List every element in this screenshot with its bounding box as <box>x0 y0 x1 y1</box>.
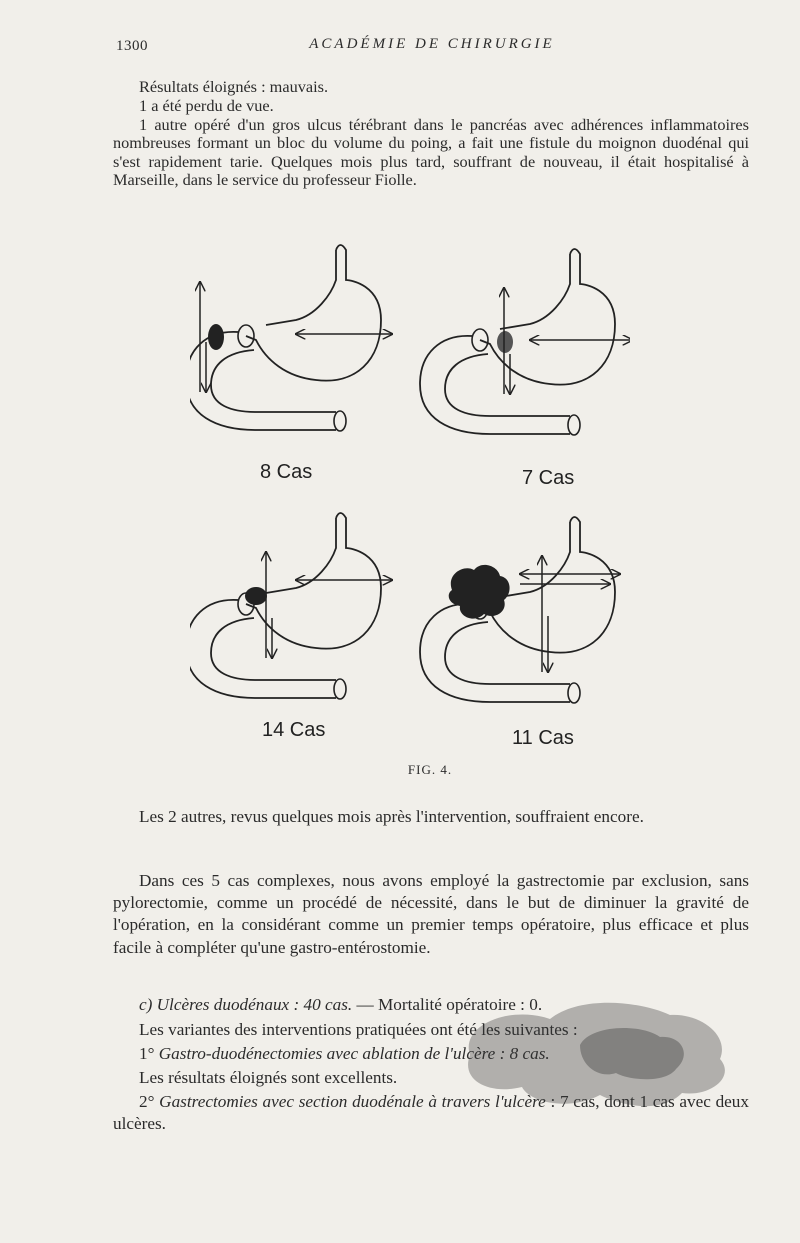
section-heading: c) Ulcères duodénaux : 40 cas. <box>139 995 353 1014</box>
ulcer-mark-2 <box>497 331 513 353</box>
panel-label-4: 11 Cas <box>512 727 574 746</box>
paragraph-complex-cases: Dans ces 5 cas complexes, nous avons employé la gastrectomie par exclusion, sans pylorectomie, comme un procédé de nécessité, dans le but de diminuer la gravité de l'opération, en la considérant comme un premier temps opératoire, plus efficace et plus facile à compléter qu'une gastro-entérostomie. <box>113 871 749 957</box>
list-number-2: 2° <box>139 1092 160 1111</box>
panel-label-3: 14 Cas <box>262 719 326 741</box>
ulcer-mark-1 <box>208 324 224 350</box>
figure-4 <box>190 236 630 746</box>
diagram-panel-3 <box>190 513 392 699</box>
page-header <box>116 34 748 58</box>
paragraph-two-others: Les 2 autres, revus quelques mois après l'intervention, souffraient encore. <box>139 807 644 826</box>
paragraph-results: Résultats éloignés : mauvais. <box>139 77 329 96</box>
stomach-diagrams <box>190 236 630 746</box>
figure-caption: FIG. 4. <box>407 762 453 777</box>
paragraph-variants: Les variantes des interventions pratiquées ont été les suivantes : <box>139 1020 578 1039</box>
section-mortality: — Mortalité opératoire : 0. <box>352 995 543 1014</box>
paragraph-excellent: Les résultats éloignés sont excellents. <box>139 1068 398 1087</box>
paragraph-other-case: 1 autre opéré d'un gros ulcus térébrant dans le pancréas avec adhérences inflammatoires nombreuses formant un bloc du volume du poing, a fait une fistule du moignon duodénal qui s'est rapidement tarie. Quelques mois plus tard, souffrant de nouveau, il était hospitalisé à Marseille, dans le service du professeur Fiolle. <box>113 115 749 190</box>
list-number-1: 1° <box>139 1044 159 1063</box>
ulcer-mark-4 <box>449 565 510 619</box>
panel-label-2: 7 Cas <box>522 467 575 489</box>
paragraph-lost: 1 a été perdu de vue. <box>139 96 274 115</box>
running-title: ACADÉMIE DE CHIRURGIE <box>309 36 555 52</box>
list-text-2: Gastrectomies avec section duodénale à travers l'ulcère <box>159 1092 546 1111</box>
diagram-panel-4 <box>420 517 620 703</box>
ulcer-mark-3 <box>245 587 267 605</box>
page-number: 1300 <box>116 38 148 54</box>
diagram-panel-2 <box>420 249 630 435</box>
list-text-1: Gastro-duodénectomies avec ablation de l'ulcère : 8 cas. <box>158 1044 550 1063</box>
ink-stain <box>430 985 740 1125</box>
diagram-panel-1 <box>190 245 392 431</box>
list-text-2-rest: : 7 cas, dont 1 cas avec deux ulcères. <box>113 1092 749 1134</box>
panel-label-1: 8 Cas <box>260 461 313 483</box>
